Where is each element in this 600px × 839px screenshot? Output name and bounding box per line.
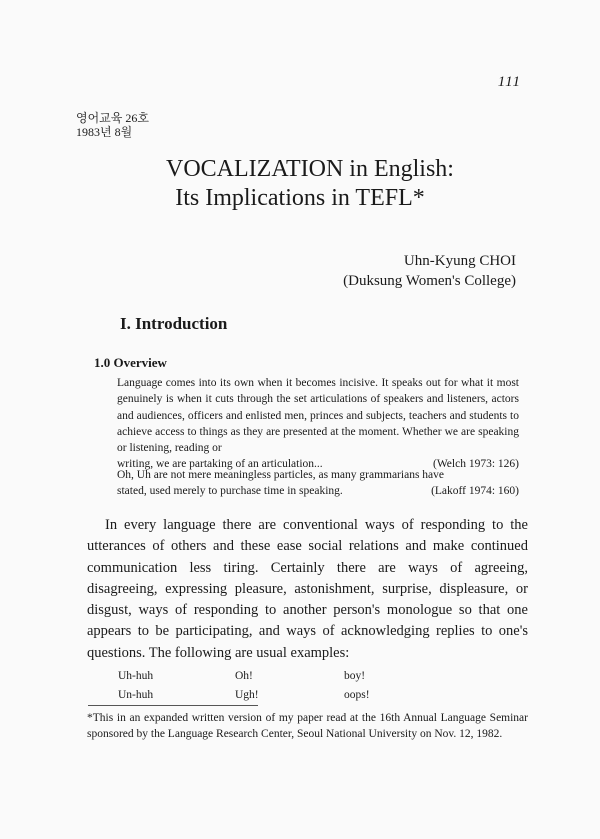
page-number: 111	[497, 74, 521, 90]
epigraph-quote-2	[117, 467, 519, 500]
quote-last-line: writing, we are partaking of an articulation...	[117, 458, 323, 471]
author-affiliation: (Duksung Women's College)	[343, 273, 516, 289]
author-block	[343, 251, 516, 291]
journal-issue: 영어교육 26호	[76, 111, 149, 125]
example-item: Un-huh	[118, 689, 154, 701]
example-item: Ugh!	[235, 689, 259, 701]
quote-source: (Welch 1973: 126)	[433, 458, 519, 471]
example-item: boy!	[344, 670, 366, 682]
example-item: oops!	[344, 689, 370, 701]
footnote-text: *This in an expanded written version of my paper read at the 16th Annual Language Seminar sponsored by the Language Research Center, Seoul National University on Nov. 12, 1982.	[87, 712, 528, 740]
author-name: Uhn-Kyung CHOI	[403, 253, 516, 269]
examples-row	[118, 686, 370, 705]
quote-source: (Lakoff 1974: 160)	[431, 485, 519, 498]
example-item: Oh!	[235, 670, 253, 682]
section-heading: I. Introduction	[120, 314, 228, 333]
examples-row	[118, 667, 370, 686]
paper-title	[0, 155, 600, 213]
quote-text: Language comes into its own when it becomes incisive. It speaks out for what it most genuinely is when it cuts through the set articulations of speakers and listeners, actors and audiences, officers and enlisted men, princes and subjects, teachers and students to achieve access to things as they are presented at the moment. Whether we are speaking or listening, reading or	[117, 377, 519, 455]
body-paragraph: In every language there are conventional ways of responding to the utterances of others and these ease social relations and make continued communication less tiring. Certainly there are ways of agreeing, disagreeing, expressing pleasure, astonishment, surprise, displeasure, or disgust, ways of responding to another person's monologue so that one appears to be participating, and ways of acknowledging replies to one's questions. The following are usual examples:	[87, 517, 528, 661]
body-text	[87, 515, 528, 664]
footnote	[87, 711, 528, 742]
quote-text: Oh, Uh are not mere meaningless particles, as many grammarians have	[117, 469, 444, 481]
quote-last-line: stated, used merely to purchase time in speaking.	[117, 485, 343, 498]
title-line-1: VOCALIZATION in English:	[166, 156, 454, 182]
subsection-heading: 1.0 Overview	[94, 355, 167, 370]
title-line-2: Its Implications in TEFL*	[175, 185, 425, 211]
journal-date: 1983년 8월	[76, 125, 133, 139]
journal-info	[76, 111, 149, 139]
example-item: Uh-huh	[118, 670, 154, 682]
epigraph-quote-1	[117, 375, 519, 473]
footnote-divider	[88, 705, 258, 706]
examples-list	[118, 667, 370, 705]
